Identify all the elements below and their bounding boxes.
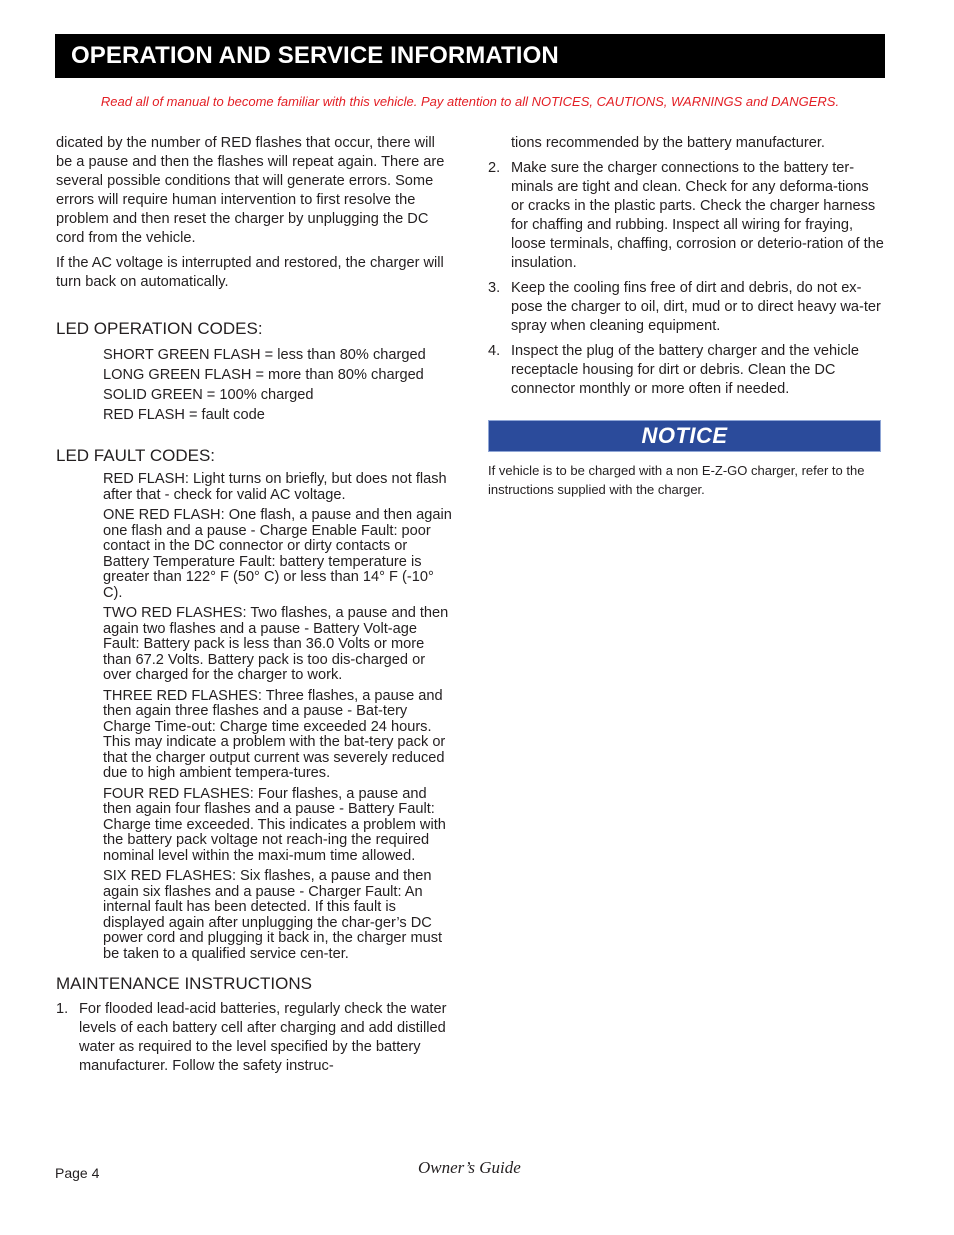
list-item: SHORT GREEN FLASH = less than 80% charged	[103, 347, 426, 363]
list-item	[488, 159, 884, 273]
list-number: 2.	[488, 160, 501, 176]
notice-title: NOTICE	[641, 423, 728, 448]
notice-text: If vehicle is to be charged with a non E-Z-GO charger, refer to the instructions supplied with the charger.	[488, 463, 865, 497]
list-item	[488, 279, 884, 336]
list-number: 4.	[488, 343, 501, 359]
intro-paragraph: dicated by the number of RED flashes that occur, there will be a pause and then the flashes will repeat again. There are several possible conditions that will generate errors. Some errors will require human intervention to first resolve the problem and then reset the charger by unplugging the DC cord from the vehicle.	[56, 135, 445, 246]
list-item	[488, 342, 884, 399]
list-item: RED FLASH = fault code	[103, 407, 265, 423]
led-fault-heading: LED FAULT CODES:	[56, 446, 216, 465]
list-item: LONG GREEN FLASH = more than 80% charged	[103, 367, 424, 383]
manual-warning-line: Read all of manual to become familiar with this vehicle. Pay attention to all NOTICES, CAUTIONS, WARNINGS and DANGERS.	[100, 94, 840, 109]
section-title: OPERATION AND SERVICE INFORMATION	[71, 42, 559, 69]
continued-text: tions recommended by the battery manufacturer.	[511, 135, 825, 151]
notice-banner	[488, 420, 881, 452]
list-item: SOLID GREEN = 100% charged	[103, 387, 314, 403]
list-item: SIX RED FLASHES: Six flashes, a pause and then again six flashes and a pause - Charger Fault: An internal fault has been detected. If this fault is displayed again after unplugging the char-ger’s DC power cord and plugging it back in, the charger must be taken to a qualified service cen-ter.	[103, 868, 443, 962]
section-header-bar	[55, 34, 885, 78]
maintenance-list	[56, 1000, 452, 1076]
footer-title: Owner’s Guide	[418, 1158, 521, 1177]
list-item: FOUR RED FLASHES: Four flashes, a pause and then again four flashes and a pause - Battery Fault: Charge time exceeded. This indicates a problem with the battery pack voltage not reach-ing the required nominal level within the maxi-mum time allowed.	[103, 785, 446, 864]
list-item	[56, 1000, 452, 1076]
led-fault-list	[103, 472, 452, 962]
list-number: 3.	[488, 280, 501, 296]
list-number: 1.	[56, 1001, 69, 1017]
led-operation-heading: LED OPERATION CODES:	[56, 319, 263, 338]
list-text: Make sure the charger connections to the battery ter-minals are tight and clean. Check for any deforma-tions or cracks in the plastic parts. Check the charger harness for chaffing and rubbing. Inspect all wiring for fraying, loose terminals, chaffing, corrosion or deterio-ration of the insulation.	[511, 160, 884, 271]
led-operation-list	[103, 345, 452, 425]
list-text: For flooded lead-acid batteries, regularly check the water levels of each battery cell after charging and add distilled water as required to the level specified by the battery manufacturer. Follow the safety instruc-	[79, 1001, 447, 1074]
right-column	[488, 134, 884, 499]
list-item: RED FLASH: Light turns on briefly, but does not flash after that - check for valid AC voltage.	[103, 471, 447, 503]
page-number: Page 4	[55, 1165, 100, 1181]
list-item: TWO RED FLASHES: Two flashes, a pause and then again two flashes and a pause - Battery Volt-age Fault: Battery pack is less than 36.0 Volts or more than 67.2 Volts. Battery pack is too dis-charged or over charged for the charger to work.	[103, 605, 449, 683]
left-column	[56, 134, 452, 1082]
maintenance-list-continued	[488, 159, 884, 399]
list-text: Keep the cooling fins free of dirt and debris, do not ex-pose the charger to oil, dirt, mud or to direct heavy wa-ter spray when cleaning equipment.	[511, 280, 881, 334]
list-text: Inspect the plug of the battery charger and the vehicle receptacle housing for dirt or debris. Clean the DC connector monthly or more often if needed.	[511, 343, 860, 397]
list-item: ONE RED FLASH: One flash, a pause and then again one flash and a pause - Charge Enable Fault: poor contact in the DC connector or dirty contacts or Battery Temperature Fault: battery temperature is greater than 122° F (50° C) or less than 14° F (-10° C).	[103, 507, 452, 601]
intro-paragraph: If the AC voltage is interrupted and restored, the charger will turn back on automatically.	[56, 255, 444, 290]
maintenance-heading: MAINTENANCE INSTRUCTIONS	[56, 974, 312, 993]
list-item: THREE RED FLASHES: Three flashes, a pause and then again three flashes and a pause - Bat-tery Charge Time-out: Charge time exceeded 24 hours. This may indicate a problem with the bat-tery pack or that the charger output current was severely reduced due to high ambient tempera-tures.	[103, 687, 446, 781]
